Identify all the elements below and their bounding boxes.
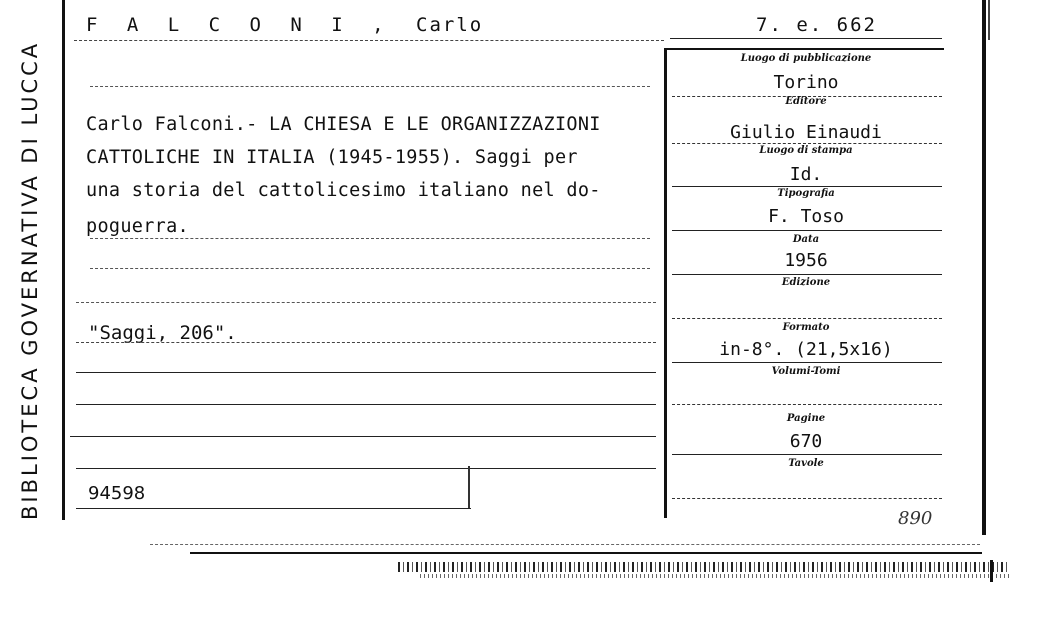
library-spine-text: BIBLIOTECA GOVERNATIVA DI LUCCA [18,40,42,520]
bottom-right-corner [990,560,993,582]
handwritten-note: 890 [898,508,933,529]
ruled-line-3 [70,436,656,438]
blank-line-3 [90,268,650,269]
left-border [62,0,65,520]
shelfmark-underline [670,38,942,40]
inventory-box-divider [468,466,470,508]
inventory-underline [76,508,471,510]
ruled-line-1 [76,372,656,374]
label-formato: Formato [782,322,830,333]
line-tavole [672,498,942,500]
scan-noise-strip [398,562,1008,572]
label-edizione: Edizione [781,277,831,288]
label-luogo-stampa: Luogo di stampa [759,145,853,156]
card-bottom-shadow [150,544,980,546]
line-formato [672,362,942,364]
value-tipografia: F. Toso [768,206,844,227]
value-luogo-pubblicazione: Torino [773,72,839,93]
label-volumi-tomi: Volumi-Tomi [771,366,841,377]
ruled-line-2 [76,404,656,406]
ruled-line-4 [76,468,656,470]
author-heading [86,14,483,36]
label-luogo-pubblicazione: Luogo di pubblicazione [740,53,872,64]
description-line-3: una storia del cattolicesimo italiano nel do- [86,180,601,201]
heading-underline [74,40,664,42]
value-editore: Giulio Einaudi [730,122,882,143]
right-edge [982,0,986,535]
inventory-number: 94598 [88,483,146,504]
blank-line-4 [76,302,656,303]
description-line-1: Carlo Falconi.- LA CHIESA E LE ORGANIZZAZIONI [86,114,601,135]
right-edge-tick [988,0,990,40]
line-data [672,274,942,276]
blank-line-1 [90,86,650,87]
panel-top-line [664,48,944,51]
value-formato: in-8°. (21,5x16) [719,339,893,360]
value-luogo-stampa: Id. [789,164,823,185]
series-note: "Saggi, 206". [88,322,237,344]
blank-line-2 [90,238,650,239]
label-editore: Editore [785,96,827,107]
label-tipografia: Tipografia [777,188,835,199]
line-tipografia [672,230,942,232]
value-pagine: 670 [789,431,823,452]
label-data: Data [792,234,820,245]
line-pagine [672,454,942,456]
description-line-4: poguerra. [86,216,189,237]
author-name: Carlo [416,14,484,36]
value-data: 1956 [784,250,828,271]
shelfmark: 7. e. 662 [756,14,877,36]
label-pagine: Pagine [786,413,826,424]
description-line-2: CATTOLICHE IN ITALIA (1945-1955). Saggi per [86,147,578,168]
scan-noise-strip-2 [420,574,1010,578]
label-tavole: Tavole [788,458,824,469]
series-underline [76,342,656,344]
line-volumi-tomi [672,404,942,406]
details-panel-border [664,48,667,518]
line-edizione [672,318,942,320]
author-surname: F A L C O N I , [86,14,393,36]
card-bottom-edge [190,552,982,555]
